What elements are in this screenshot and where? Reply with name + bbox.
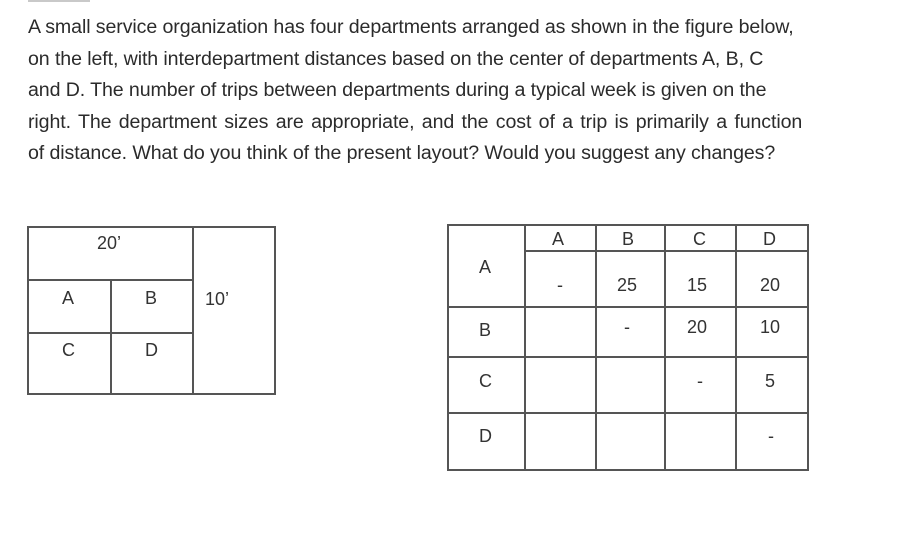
- width-dimension-label: 20’: [97, 233, 122, 253]
- layout-border-right: [274, 226, 276, 395]
- matrix-cell-a-d: 20: [760, 275, 781, 295]
- matrix-cell-c-d: 5: [765, 371, 776, 391]
- problem-statement: [28, 12, 913, 170]
- matrix-header-divider: [525, 250, 809, 252]
- row-label-a: A: [479, 257, 492, 277]
- problem-line: right. The department sizes are appropriate, and the cost of a trip is primarily a function: [28, 110, 803, 133]
- problem-line: and D. The number of trips between departments during a typical week is given on the: [28, 79, 767, 101]
- matrix-cell-b-d: 10: [760, 317, 781, 337]
- matrix-cell-b-b: -: [624, 317, 630, 337]
- layout-divider-v1: [110, 279, 112, 395]
- layout-border-bottom: [27, 393, 276, 395]
- layout-divider-v2: [192, 226, 194, 395]
- matrix-row-divider: [447, 412, 809, 414]
- matrix-cell-a-c: 15: [687, 275, 708, 295]
- problem-line: A small service organization has four departments arranged as shown in the figure below,: [28, 16, 794, 38]
- matrix-row-divider: [447, 306, 809, 308]
- column-header-b: B: [622, 229, 635, 249]
- matrix-cell-d-d: -: [768, 426, 774, 446]
- matrix-border-right: [807, 224, 809, 471]
- layout-border-top: [27, 226, 276, 228]
- matrix-col-divider: [664, 224, 666, 471]
- department-c: C: [62, 340, 75, 360]
- problem-line: on the left, with interdepartment distances based on the center of departments A, B, C: [28, 47, 764, 70]
- matrix-cell-a-b: 25: [617, 275, 638, 295]
- department-b: B: [145, 288, 158, 308]
- matrix-cell-a-a: -: [557, 275, 563, 295]
- problem-line: of distance. What do you think of the present layout? Would you suggest any changes?: [28, 142, 776, 164]
- height-dimension-label: 10’: [205, 289, 230, 309]
- column-header-a: A: [552, 229, 565, 249]
- matrix-cell-b-c: 20: [687, 317, 708, 337]
- row-label-c: C: [479, 371, 492, 391]
- matrix-border-bottom: [447, 469, 809, 471]
- row-label-b: B: [479, 320, 492, 340]
- layout-border-left: [27, 226, 29, 395]
- column-header-d: D: [763, 229, 776, 249]
- row-label-d: D: [479, 426, 492, 446]
- matrix-col-divider: [735, 224, 737, 471]
- matrix-col-divider: [595, 224, 597, 471]
- matrix-row-divider: [447, 356, 809, 358]
- matrix-border-left: [447, 224, 449, 471]
- matrix-border-top: [447, 224, 809, 226]
- column-header-c: C: [693, 229, 706, 249]
- matrix-col-divider: [524, 224, 526, 471]
- department-d: D: [145, 340, 158, 360]
- department-a: A: [62, 288, 75, 308]
- top-rule: [28, 0, 90, 2]
- matrix-cell-c-c: -: [697, 371, 703, 391]
